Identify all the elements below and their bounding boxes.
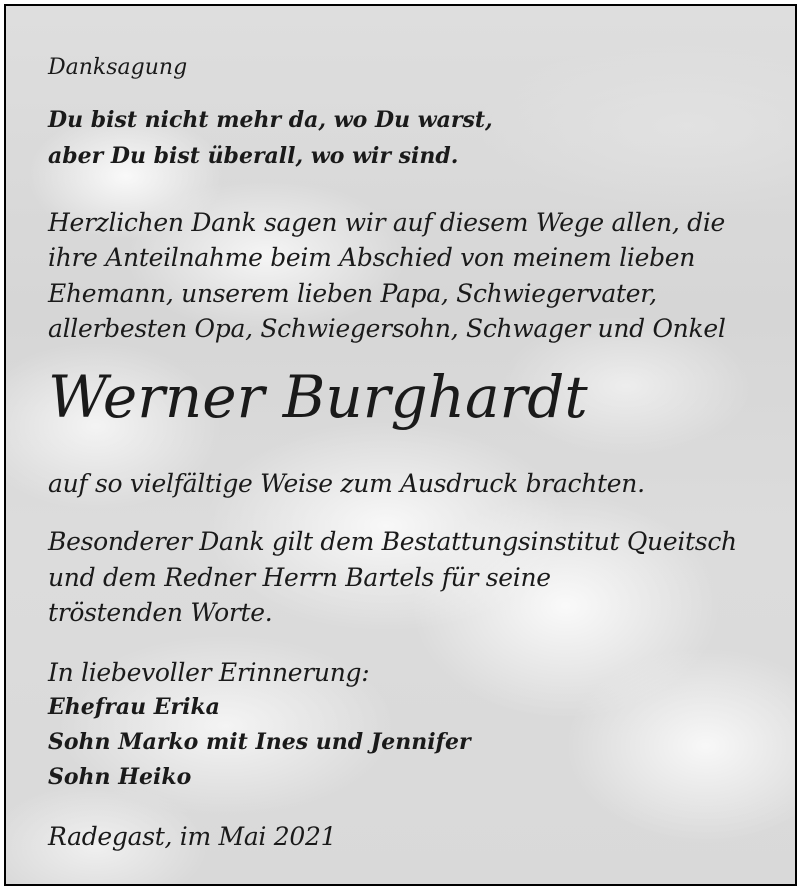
deceased-name: Werner Burghardt [48,363,588,431]
motto-line-1: Du bist nicht mehr da, wo Du warst, [48,107,493,133]
place-date: Radegast, im Mai 2021 [48,822,337,851]
motto-line-2: aber Du bist überall, wo wir sind. [48,143,459,169]
obituary-card [4,4,797,886]
thanks-line-2: ihre Anteilnahme beim Abschied von meinem lieben [48,243,696,272]
family-member-1: Ehefrau Erika [48,694,220,720]
family-member-3: Sohn Heiko [48,764,192,790]
thanks-line-1: Herzlichen Dank sagen wir auf diesem Wege allen, die [48,208,726,237]
thanks-line-4: allerbesten Opa, Schwiegersohn, Schwager und Onkel [48,314,726,343]
thanks-line-3: Ehemann, unserem lieben Papa, Schwiegervater, [48,279,657,308]
special-thanks-line-3: tröstenden Worte. [48,598,273,627]
special-thanks-line-2: und dem Redner Herrn Bartels für seine [48,563,551,592]
memory-intro: In liebevoller Erinnerung: [48,658,370,687]
special-thanks-line-1: Besonderer Dank gilt dem Bestattungsinstitut Queitsch [48,527,737,556]
after-name-line: auf so vielfältige Weise zum Ausdruck brachten. [48,469,645,498]
heading: Danksagung [48,55,188,80]
family-member-2: Sohn Marko mit Ines und Jennifer [48,729,471,755]
